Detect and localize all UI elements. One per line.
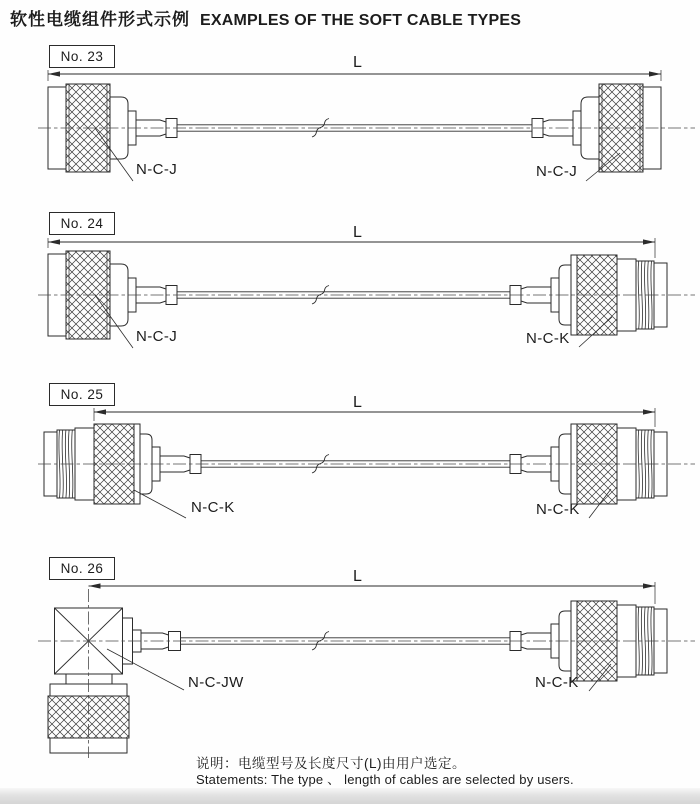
- length-dimension-label: L: [353, 54, 362, 71]
- figure-drawing-no-25: [38, 408, 695, 518]
- left-connector-label: N-C-JW: [188, 674, 244, 691]
- statement-note-english: Statements: The type 、 length of cables are selected by users.: [196, 772, 574, 787]
- statement-note-chinese: 说明：电缆型号及长度尺寸(L)由用户选定。: [196, 756, 466, 771]
- left-connector-label: N-C-K: [191, 499, 235, 516]
- right-connector-label: N-C-K: [535, 674, 579, 691]
- left-connector-label: N-C-J: [136, 161, 178, 178]
- figure-drawing-no-26: [38, 582, 695, 758]
- right-connector-label: N-C-K: [536, 501, 580, 518]
- title-english: EXAMPLES OF THE SOFT CABLE TYPES: [200, 12, 522, 29]
- right-connector-label: N-C-J: [536, 163, 578, 180]
- figure-number-box: No. 26: [49, 557, 115, 580]
- length-dimension-label: L: [353, 394, 362, 411]
- right-connector-label: N-C-K: [526, 330, 570, 347]
- title-chinese: 软性电缆组件形式示例: [10, 10, 190, 29]
- page-bottom-scan-shadow: [0, 788, 700, 804]
- figure-number-box: No. 25: [49, 383, 115, 406]
- figure-number-box: No. 23: [49, 45, 115, 68]
- left-connector-label: N-C-J: [136, 328, 178, 345]
- length-dimension-label: L: [353, 568, 362, 585]
- figure-number-box: No. 24: [49, 212, 115, 235]
- length-dimension-label: L: [353, 224, 362, 241]
